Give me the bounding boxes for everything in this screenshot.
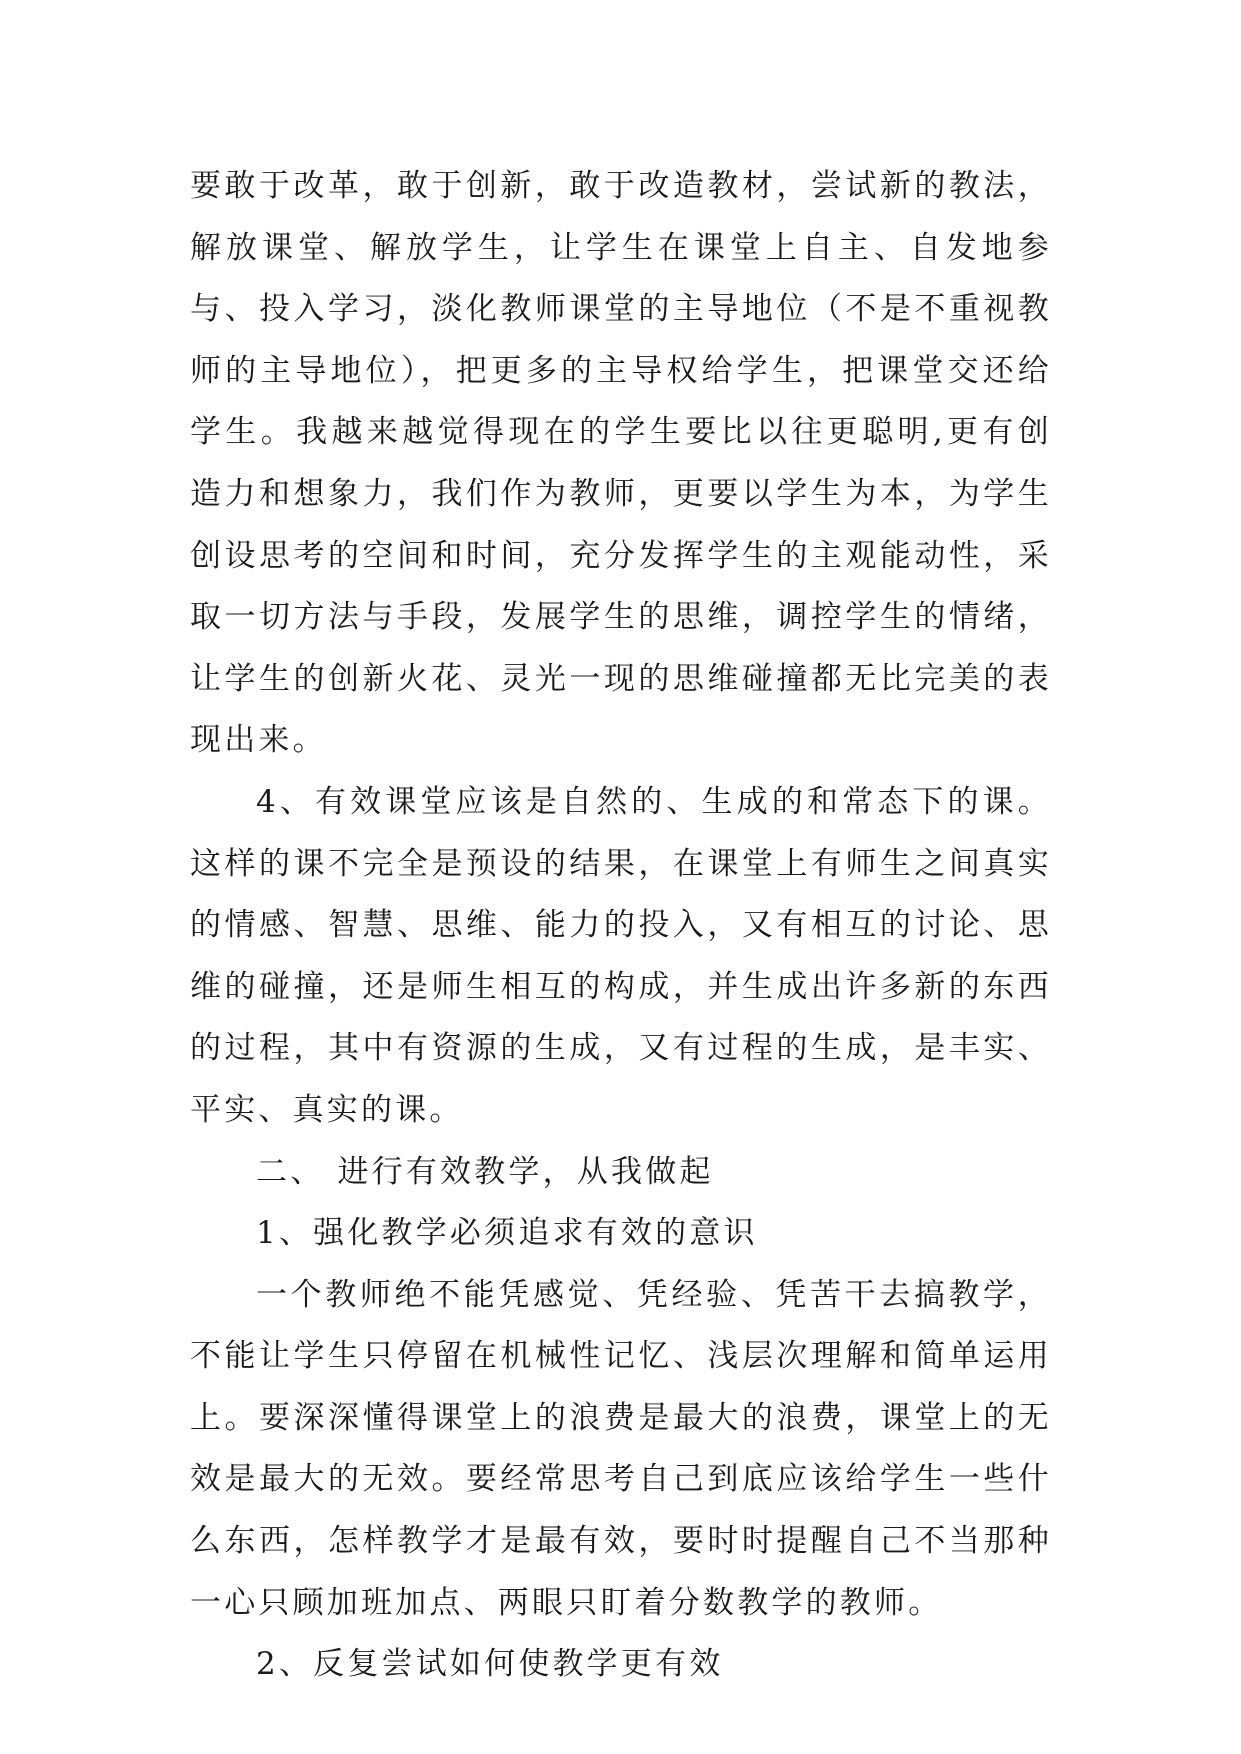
section-heading-2: 二、 进行有效教学，从我做起: [256, 1153, 714, 1190]
paragraph-continuation: 要敢于改革，敢于创新，敢于改造教材，尝试新的教法，解放课堂、解放学生，让学生在课堂上自主、自发地参与、投入学习，淡化教师课堂的主导地位（不是不重视教师的主导地位），把更多的主导权给学生，把课堂交还给学生。我越来越觉得现在的学生要比以往更聪明,更有创造力和想象力，我们作为教师，更要以学生为本，为学生创设思考的空间和时间，充分发挥学生的主观能动性，采取一切方法与手段，发展学生的思维，调控学生的情绪，让学生的创新火花、灵光一现的思维碰撞都无比完美的表现出来。: [190, 168, 1052, 759]
body-text: [190, 156, 1052, 1696]
paragraph-point-4: 4、有效课堂应该是自然的、生成的和常态下的课。这样的课不完全是预设的结果，在课堂上有师生之间真实的情感、智慧、思维、能力的投入，又有相互的讨论、思维的碰撞，还是师生相互的构成，并生成出许多新的东西的过程，其中有资源的生成，又有过程的生成，是丰实、平实、真实的课。: [190, 783, 1052, 1128]
subheading-2: 2、反复尝试如何使教学更有效: [256, 1646, 724, 1683]
subheading-1: 1、强化教学必须追求有效的意识: [256, 1215, 758, 1252]
paragraph-subpoint-1: 一个教师绝不能凭感觉、凭经验、凭苦干去搞教学，不能让学生只停留在机械性记忆、浅层次理解和简单运用上。要深深懂得课堂上的浪费是最大的浪费，课堂上的无效是最大的无效。要经常思考自己到底应该给学生一些什么东西，怎样教学才是最有效，要时时提醒自己不当那种一心只顾加班加点、两眼只盯着分数教学的教师。: [190, 1276, 1052, 1621]
